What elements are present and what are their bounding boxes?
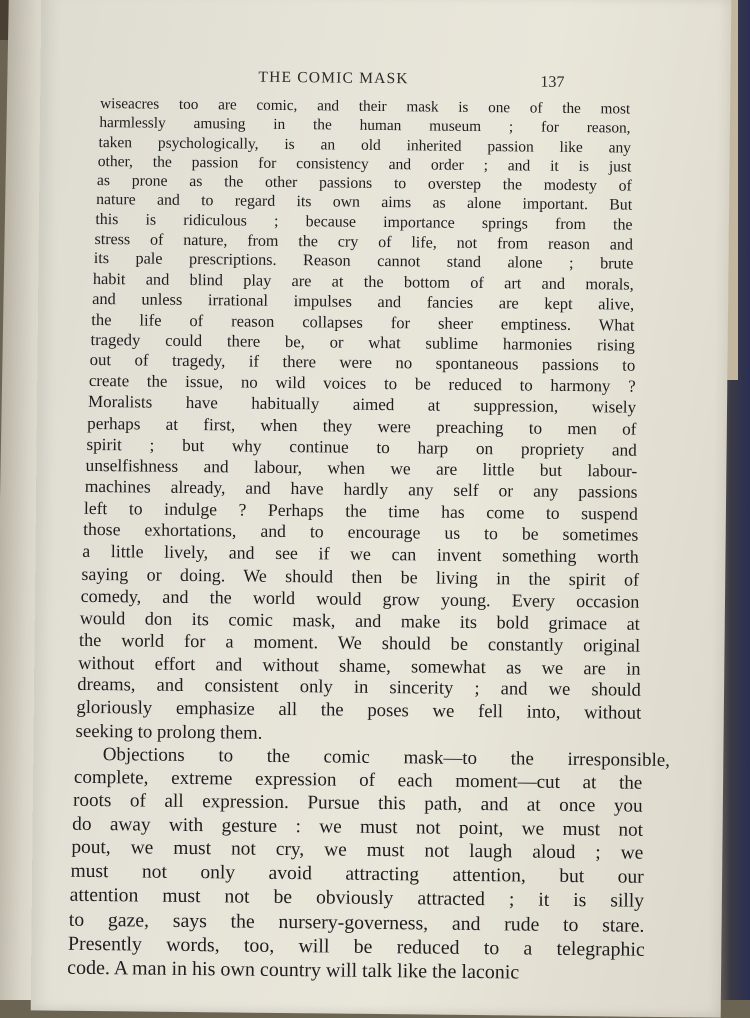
text-line: complete, extreme expression of each moment—cut at the [73,766,643,794]
text-line: a little lively, and see if we can invent something worth [82,540,639,567]
text-line: without effort and without shame, somewhat as we are in [78,652,641,679]
text-line: comedy, and the world would grow young. Every occasion [80,585,640,612]
text-line: stress of nature, from the cry of life, not from reason and [94,230,634,254]
text-line: dreams, and consistent only in sincerity ; and we should [77,674,641,702]
text-line: and unless irrational impulses and fancies are kept alive, [92,289,635,314]
text-line: habit and blind play are at the bottom of art and morals, [92,269,634,294]
text-line: nature and to regard its own aims as alone important. But [96,191,633,215]
text-line: the world for a moment. We should be constantly original [78,630,641,657]
text-line: those exhortations, and to encourage us to be sometimes [83,519,639,545]
page-number: 137 [540,73,565,91]
text-line: other, the passion for consistency and order ; and it is just [97,152,632,176]
text-line: wiseacres too are comic, and their mask is one of the most [100,95,631,118]
text-line: saying or doing. We should then be living in the spirit of [81,563,640,590]
text-line: its pale prescriptions. Reason cannot stand alone ; brute [93,250,634,273]
body-text [67,95,671,986]
text-line: spirit ; but why continue to harp on propriety and [86,434,637,460]
text-line: seeking to prolong them. [75,720,263,744]
text-line: taken psychologically, is an old inherited passion like any [98,133,632,157]
text-line: roots of all expression. Pursue this path, and at once you [72,790,643,818]
text-line: Objections to the comic mask—to the irresponsible, [102,743,671,771]
book-page [31,0,732,1018]
text-line: as prone as the other passions to overstep the modesty of [96,172,632,195]
text-line: pout, we must not cry, we must not laugh aloud ; we [71,837,644,865]
text-line: code. A man in his own country will talk like the laconic [67,956,520,984]
text-line: would don its comic mask, and make its bold grimace at [79,607,640,634]
text-line: Presently words, too, will be reduced to a telegraphic [67,932,645,961]
text-line: out of tragedy, if there were no spontaneous passions to [89,350,636,375]
text-line: left to indulge ? Perhaps the time has come to suspend [83,497,639,524]
text-line: this is ridiculous ; because importance springs from the [95,210,633,234]
page-header [40,66,730,97]
text-line: Moralists have habitually aimed at suppression, wisely [87,391,637,417]
text-line: the life of reason collapses for sheer emptiness. What [91,309,635,335]
text-line: create the issue, no wild voices to be reduced to harmony ? [88,370,636,396]
text-line: tragedy could there be, or what sublime harmonies rising [90,329,635,355]
text-line: machines already, and have hardly any self or any passions [84,476,638,502]
text-line: do away with gesture : we must not point, we must not [72,813,644,841]
text-line: to gaze, says the nursery-governess, and rude to stare. [68,908,645,937]
text-line: unselfishness and labour, when we are little but labour- [85,455,638,481]
text-line: gloriously emphasize all the poses we fell into, without [76,696,642,724]
text-line: attention must not be obviously attracted ; it is silly [69,883,645,912]
text-line: perhaps at first, when they were preaching to men of [87,413,637,439]
text-line: harmlessly amusing in the human museum ; for reason, [99,113,631,137]
text-line: must not only avoid attracting attention, but our [70,860,644,888]
running-title: THE COMIC MASK [258,68,409,88]
